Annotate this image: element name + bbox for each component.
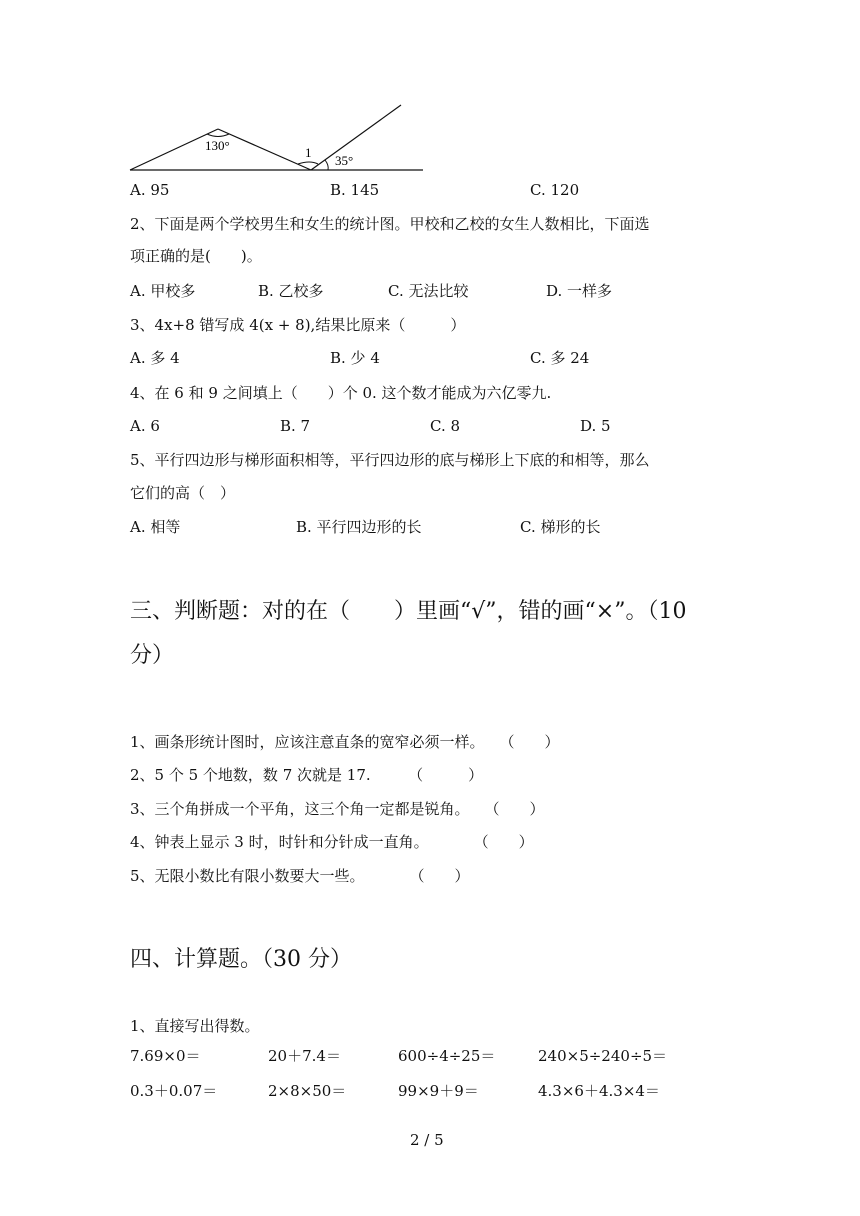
- q1-option-b: B. 145: [330, 181, 380, 199]
- q4-option-c: C. 8: [430, 417, 461, 435]
- calc-r2c4: 4.3×6＋4.3×4＝: [538, 1082, 660, 1100]
- q5-line1: 5、平行四边形与梯形面积相等，平行四边形的底与梯形上下底的和相等，那么: [130, 451, 650, 469]
- calc-r1c3: 600÷4÷25＝: [398, 1047, 496, 1065]
- calc-r2c2: 2×8×50＝: [268, 1082, 347, 1100]
- section3-title-line1: 三、判断题：对的在（ ）里画“√”，错的画“×”。（10: [130, 599, 687, 624]
- q5-option-c: C. 梯形的长: [520, 518, 601, 536]
- section4-sub1: 1、直接写出得数。: [130, 1017, 260, 1035]
- q1-option-c: C. 120: [530, 181, 580, 199]
- q2-option-b: B. 乙校多: [258, 282, 324, 300]
- angle-1-label: 1: [305, 145, 312, 160]
- q2-option-a: A. 甲校多: [130, 282, 196, 300]
- angle-1-arc: [298, 162, 318, 164]
- calc-r1c4: 240×5÷240÷5＝: [538, 1047, 668, 1065]
- q2-line1: 2、下面是两个学校男生和女生的统计图。甲校和乙校的女生人数相比，下面选: [130, 215, 650, 233]
- q4-option-d: D. 5: [580, 417, 611, 435]
- q4-option-b: B. 7: [280, 417, 311, 435]
- right-ray-line: [311, 105, 401, 170]
- judge-item-5: 5、无限小数比有限小数要大一些。 （ ）: [130, 867, 470, 885]
- angle-35-arc: [325, 160, 328, 170]
- q4-text: 4、在 6 和 9 之间填上（ ）个 0. 这个数才能成为六亿零九.: [130, 384, 552, 402]
- q2-line2: 项正确的是( )。: [130, 247, 262, 265]
- page-number: 2 / 5: [410, 1131, 444, 1149]
- q1-option-a: A. 95: [130, 181, 170, 199]
- q2-option-c: C. 无法比较: [388, 282, 469, 300]
- q4-option-a: A. 6: [130, 417, 160, 435]
- q3-option-b: B. 少 4: [330, 349, 380, 367]
- q3-option-c: C. 多 24: [530, 349, 590, 367]
- judge-item-3: 3、三个角拼成一个平角，这三个角一定都是锐角。 （ ）: [130, 800, 545, 818]
- angle-130-label: 130°: [205, 138, 230, 153]
- q5-option-a: A. 相等: [130, 518, 181, 536]
- calc-r1c2: 20＋7.4＝: [268, 1047, 341, 1065]
- middle-slope-line: [218, 129, 311, 170]
- calc-r1c1: 7.69×0＝: [130, 1047, 201, 1065]
- judge-item-2: 2、5 个 5 个地数，数 7 次就是 17. （ ）: [130, 766, 484, 784]
- section3-title-line2: 分）: [130, 643, 175, 668]
- q5-option-b: B. 平行四边形的长: [296, 518, 422, 536]
- section4-title: 四、计算题。（30 分）: [130, 947, 352, 972]
- calc-r2c1: 0.3＋0.07＝: [130, 1082, 218, 1100]
- angle-figure: [125, 98, 435, 178]
- calc-r2c3: 99×9＋9＝: [398, 1082, 479, 1100]
- judge-item-1: 1、画条形统计图时，应该注意直条的宽窄必须一样。 （ ）: [130, 733, 560, 751]
- top-angle-arc: [207, 134, 229, 137]
- q2-option-d: D. 一样多: [546, 282, 613, 300]
- q3-option-a: A. 多 4: [130, 349, 180, 367]
- angle-35-label: 35°: [335, 153, 354, 168]
- q3-text: 3、4x+8 错写成 4(x + 8),结果比原来（ ）: [130, 316, 466, 334]
- judge-item-4: 4、钟表上显示 3 时，时针和分针成一直角。 （ ）: [130, 833, 534, 851]
- q5-line2: 它们的高（ ）: [130, 484, 236, 502]
